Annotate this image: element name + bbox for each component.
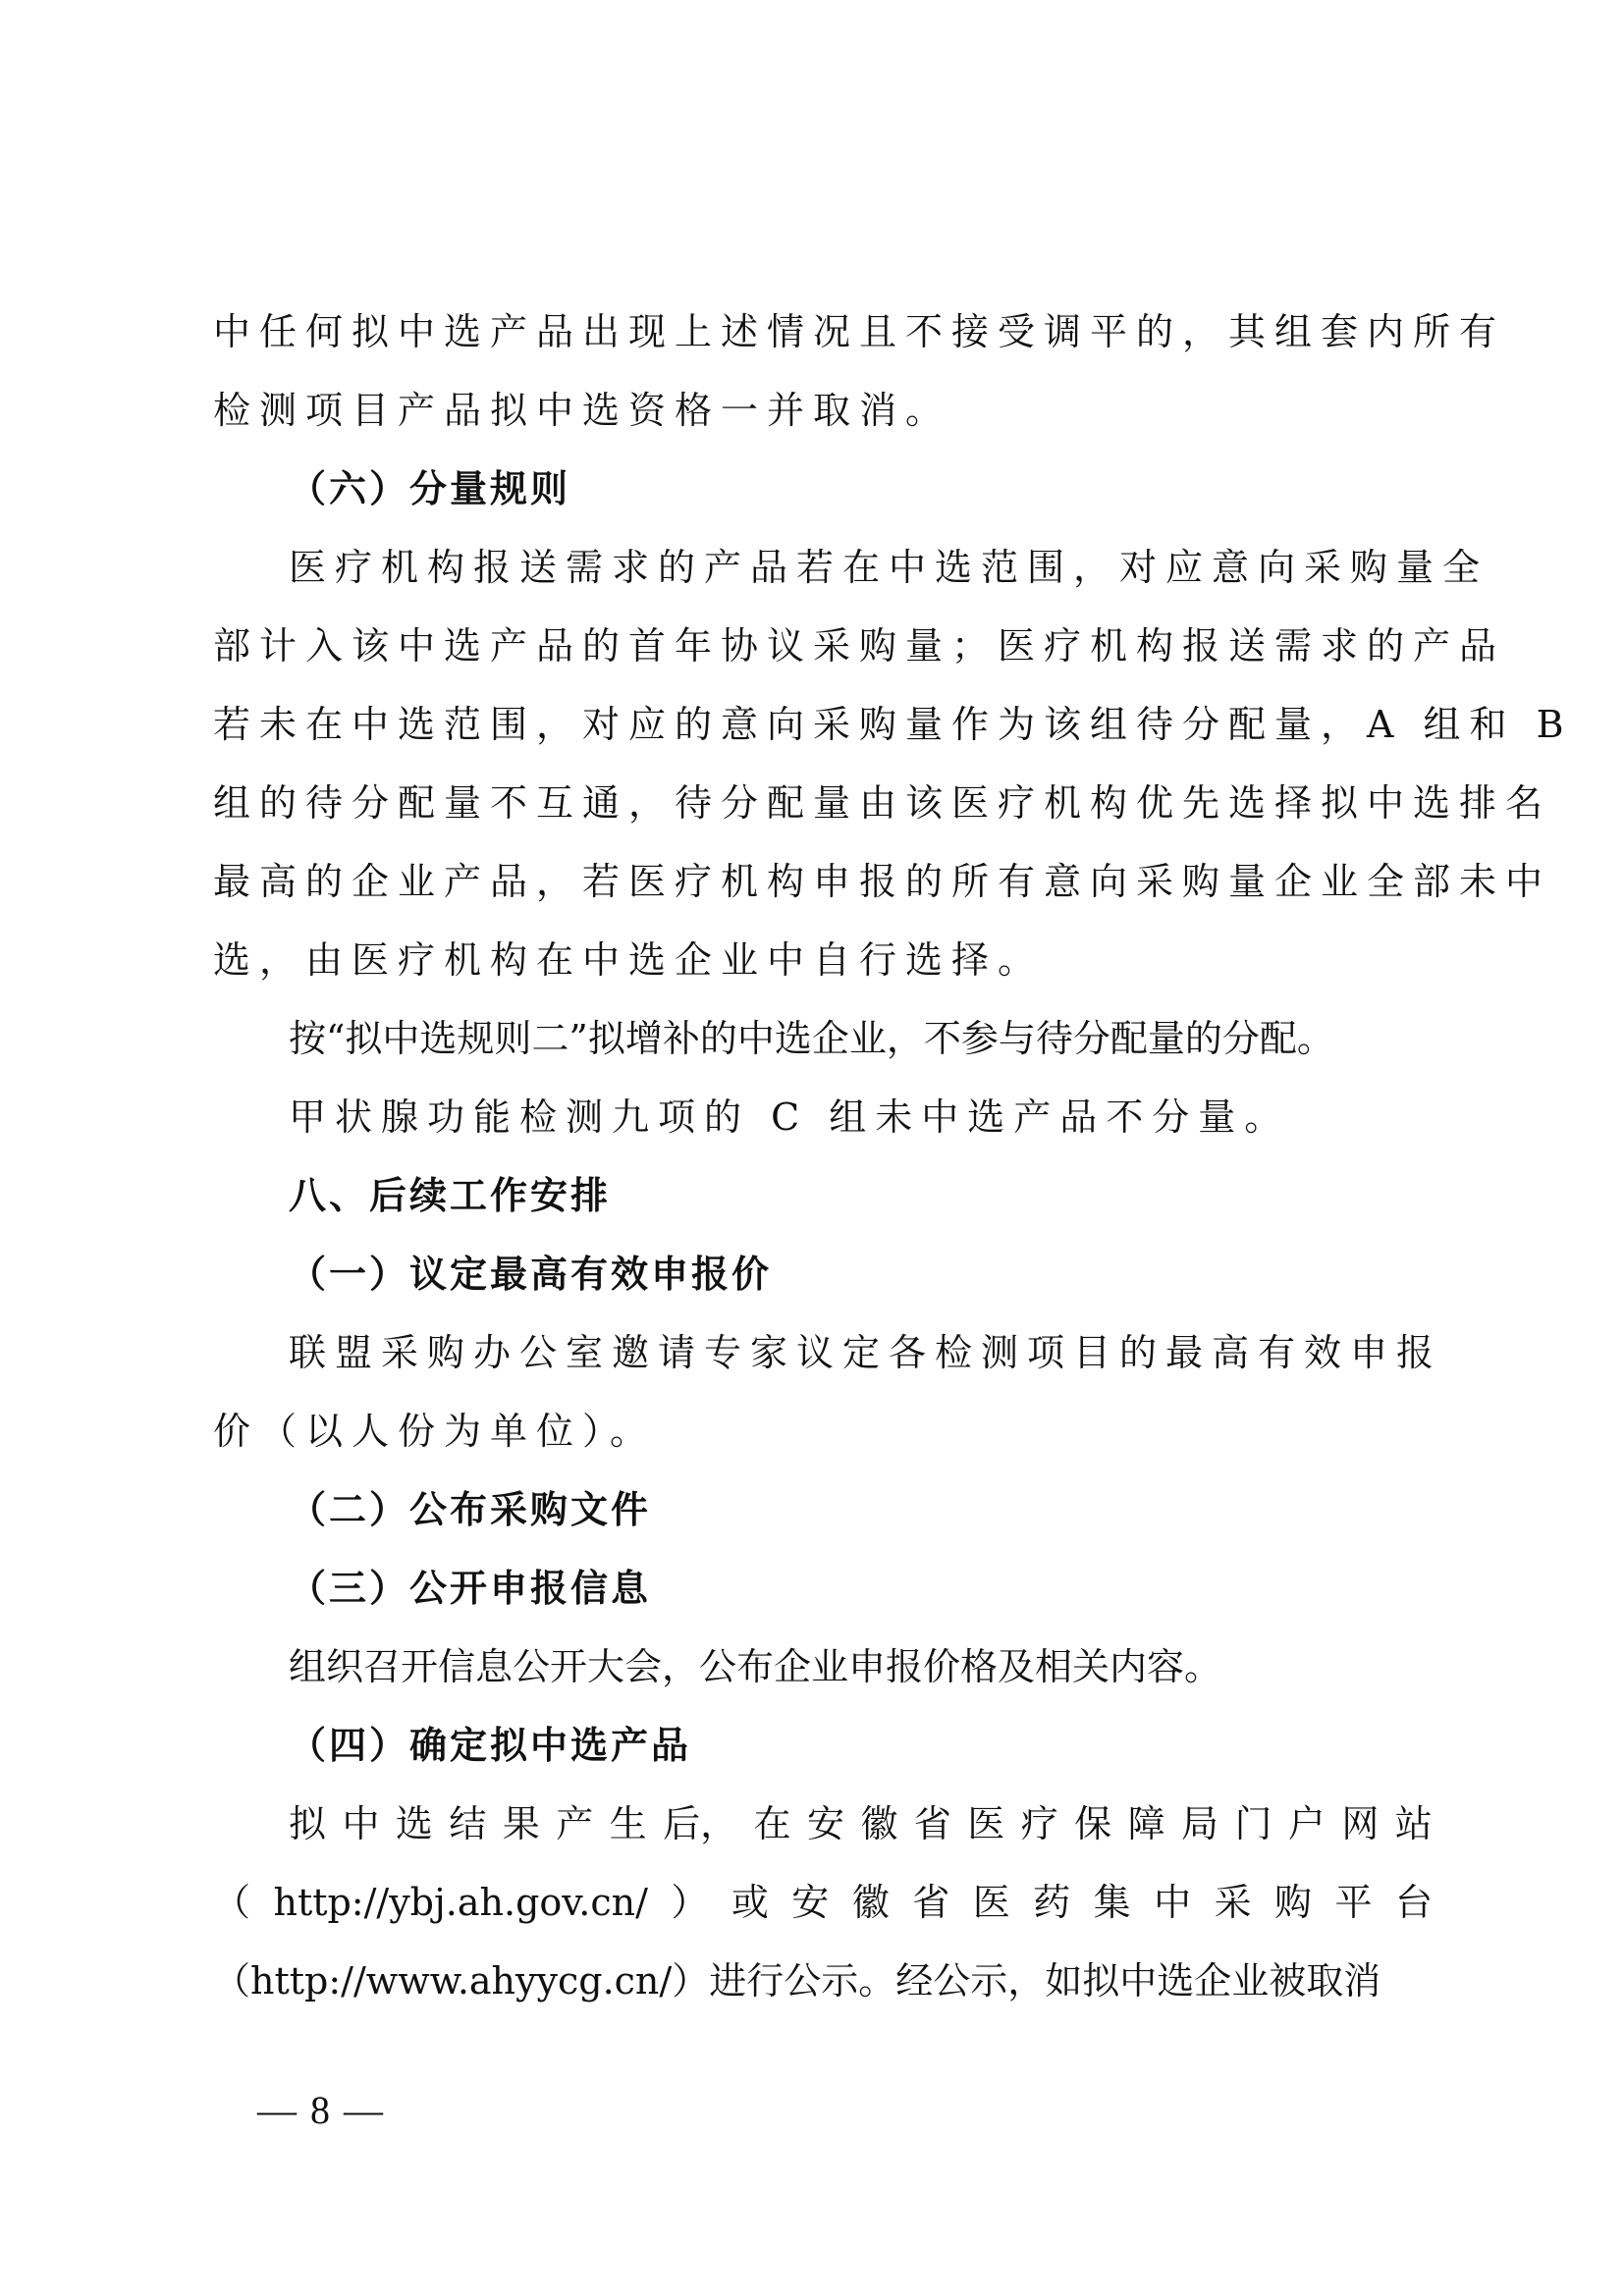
body-text-line: （http://www.ahyycg.cn/）进行公示。经公示，如拟中选企业被取消 [213, 1959, 1381, 2002]
section-heading-4: （四）确定拟中选产品 [289, 1724, 692, 1767]
body-text-line: 价（以人份为单位）。 [213, 1410, 657, 1453]
body-text-line: 中任何拟中选产品出现上述情况且不接受调平的，其组套内所有 [213, 310, 1506, 353]
body-text-line: 按“拟中选规则二”拟增补的中选企业，不参与待分配量的分配。 [289, 1017, 1334, 1060]
body-text-line: 选，由医疗机构在中选企业中自行选择。 [213, 938, 1045, 982]
page-number: — 8 — [257, 2088, 385, 2132]
body-text-line: 若未在中选范围，对应的意向采购量作为该组待分配量，A 组和 B [213, 703, 1573, 746]
body-text-line: 联盟采购办公室邀请专家议定各检测项目的最高有效申报 [289, 1331, 1443, 1374]
section-heading-1: （一）议定最高有效申报价 [289, 1253, 773, 1296]
section-heading-2: （二）公布采购文件 [289, 1488, 652, 1531]
body-text-line-justified: （ http://ybj.ah.gov.cn/ ） 或 安 徽 省 医 药 集 中 采 购 平 台 [213, 1871, 1433, 1934]
url-link[interactable]: http://ybj.ah.gov.cn/ [273, 1881, 648, 1924]
body-text-line: 组织召开信息公开大会，公布企业申报价格及相关内容。 [289, 1645, 1222, 1688]
section-heading-6: （六）分量规则 [289, 467, 571, 510]
body-text-line-justified: 拟 中 选 结 果 产 生 后， 在 安 徽 省 医 疗 保 障 局 门 户 网 站 [289, 1802, 1433, 1845]
body-text-line: 甲状腺功能检测九项的 C 组未中选产品不分量。 [289, 1095, 1291, 1139]
chapter-heading-8: 八、后续工作安排 [289, 1174, 612, 1217]
section-heading-3: （三）公开申报信息 [289, 1567, 652, 1610]
body-text-line: 组的待分配量不互通，待分配量由该医疗机构优先选择拟中选排名 [213, 781, 1552, 825]
body-text-line: 医疗机构报送需求的产品若在中选范围，对应意向采购量全 [289, 546, 1489, 589]
body-text-line: 部计入该中选产品的首年协议采购量；医疗机构报送需求的产品 [213, 624, 1506, 667]
body-text-line: 最高的企业产品，若医疗机构申报的所有意向采购量企业全部未中 [213, 860, 1552, 903]
body-text-line: 检测项目产品拟中选资格一并取消。 [213, 389, 952, 432]
